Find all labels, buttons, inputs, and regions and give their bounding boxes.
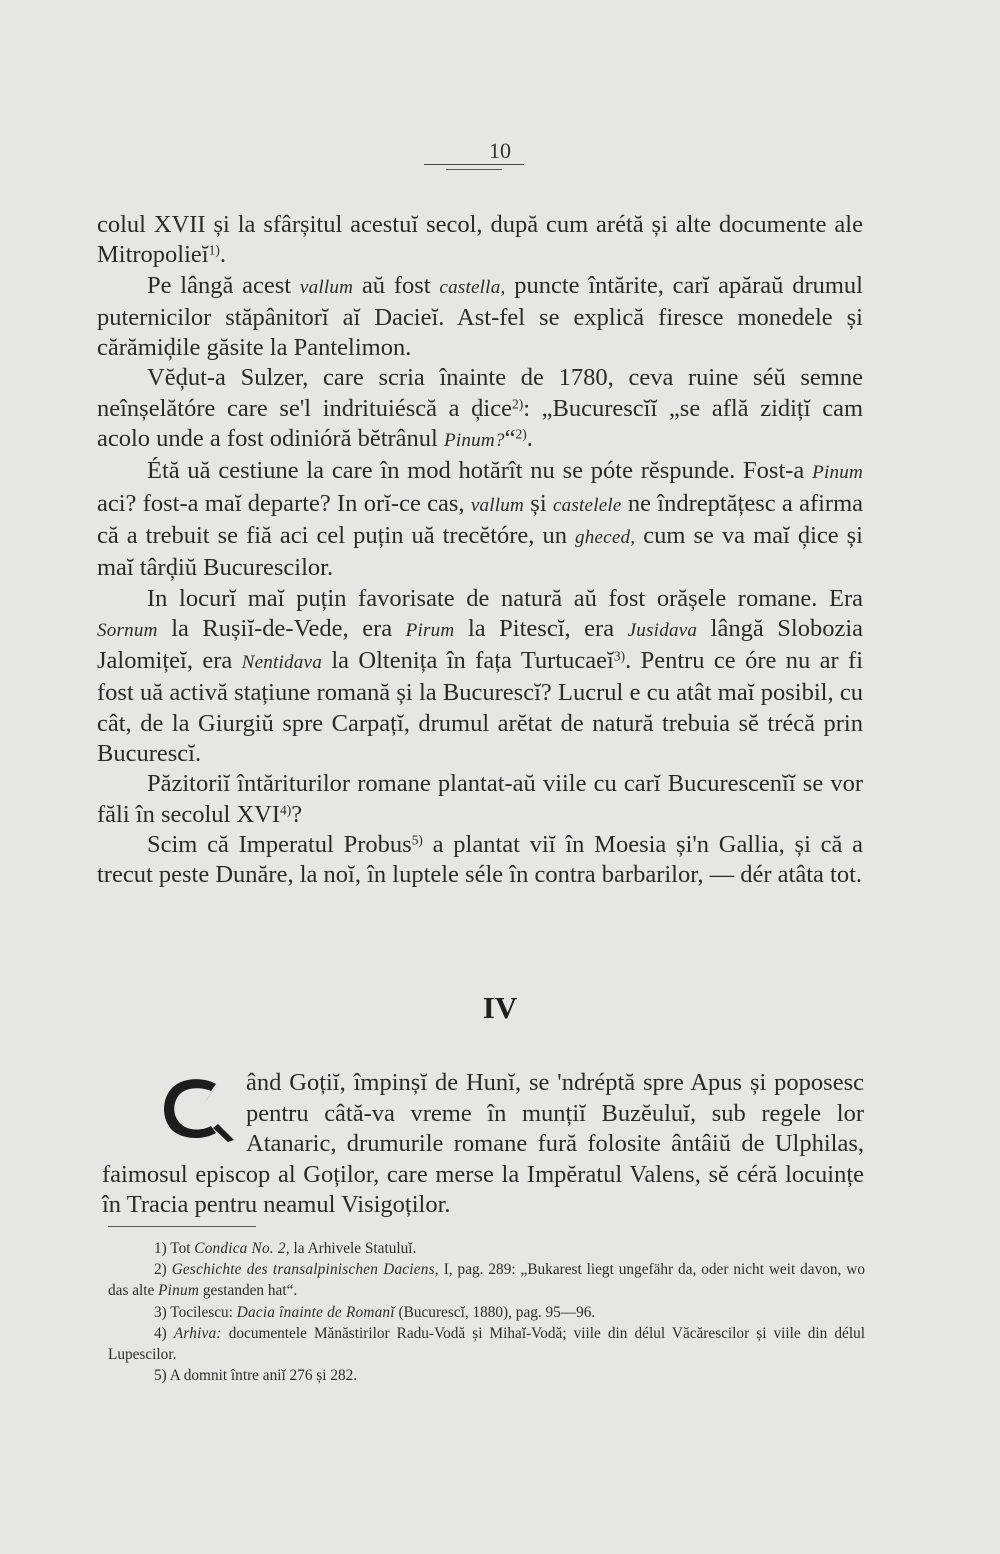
footnote: 5) A domnit între aniĭ 276 și 282. — [154, 1367, 358, 1385]
footnote: 1) Tot Condica No. 2, la Arhivele Statuluĭ. — [154, 1240, 417, 1257]
paragraph: Păzitoriĭ întăriturilor romane plantat-aŭ viile cu carĭ Bucurescenĭĭ se vor făli în secolul XVI$^{4)}$? — [97, 770, 863, 828]
footnote: 3) Tocilescu: Dacia înainte de Romanĭ (Bucurescĭ, 1880), pag. 95—96. — [154, 1303, 596, 1321]
paragraph: In locurĭ maĭ puțin favorisate de natură aŭ fost orășele romane. Era Sornum la Rușiĭ-de-Vede, era Pirum la Pitescĭ, era Jusidava lângă Slobozia Jalomițeĭ, era Nentidava la Oltenița în fața Turtucaeĭ$^{3)}$. Pentru ce óre nu ar fi fost uă activă stațiune romană și la Bucurescĭ? Lucrul e cu atât maĭ posibil, cu cât, de la Giurgiŭ spre Carpațĭ, drumul arĕtat de natură trebuia sĕ trécă prin Bucurescĭ. — [97, 584, 863, 768]
footnote: 2) Geschichte des transalpinischen Daciens, I, pag. 289: „Bukarest liegt ungefähr da, oder nicht weit davon, wo das alte Pinum gestanden hat“. — [108, 1261, 865, 1300]
chapter-paragraph: ând Goțiĭ, împinșĭ de Hunĭ, se 'ndréptă spre Apus și poposesc pentru câtă-va vreme în munțiĭ Buzĕuluĭ, sub regele lor Atanaric, drumurile romane fură folosite ântâiŭ de Ulphilas, faimosul episcop al Goților, care merse la Impĕratul Valens, sĕ céră locuințe în Tracia pentru neamul Visigoților. — [102, 1069, 864, 1218]
paragraph: Vĕḑut-a Sulzer, care scria înainte de 1780, ceva ruine séŭ semne neînșelătóre care se'l indrituiéscă a ḑice$^{2)}$: „Bucurescĭĭ „se află zidițĭ cam acolo unde a fost odinióră bĕtrânul Pinum?“$^{2)}$. — [97, 364, 863, 453]
chapter-heading: IV — [482, 990, 518, 1025]
page-number: 10 — [489, 138, 511, 163]
footnotes — [108, 1238, 865, 1386]
chapter-text — [102, 1068, 864, 1221]
paragraph: Étă uă cestiune la care în mod hotărît nu se póte rĕspunde. Fost-a Pinum aci? fost-a maĭ departe? In orĭ-ce cas, vallum și castelele ne îndreptățesc a afirma că a trebuit se fiă aci cel puțin uă trecĕtóre, un gheced, cum se va maĭ ḑice și maĭ târḑiŭ Bucurescilor. — [97, 457, 863, 582]
paragraph: Pe lângă acest vallum aŭ fost castella, puncte întărite, carĭ apăraŭ drumul puternicilor stăpânitorĭ aĭ Dacieĭ. Ast-fel se explică firesce monedele și cărămiḑile găsite la Pantelimon. — [97, 271, 863, 362]
page-number-rule — [424, 164, 524, 165]
footnote: 4) Arhiva: documentele Mănăstirilor Radu-Vodă și Mihaĭ-Vodă; viile din délul Văcărescilor și viile din délul Lupescilor. — [108, 1324, 865, 1364]
body-text — [97, 210, 863, 891]
footnote-separator — [108, 1226, 256, 1227]
paragraph: colul XVII și la sfârșitul acestuĭ secol, după cum arétă și alte documente ale Mitropolieĭ$^{1)}$. — [97, 211, 863, 269]
page-number-rule-short — [446, 169, 502, 170]
paragraph: Scim că Imperatul Probus$^{5)}$ a plantat viĭ în Moesia și'n Gallia, și că a trecut peste Dunăre, la noĭ, în luptele séle în contra barbarilor, — dér atâta tot. — [97, 830, 864, 889]
drop-cap-c-ornament — [158, 1076, 238, 1142]
